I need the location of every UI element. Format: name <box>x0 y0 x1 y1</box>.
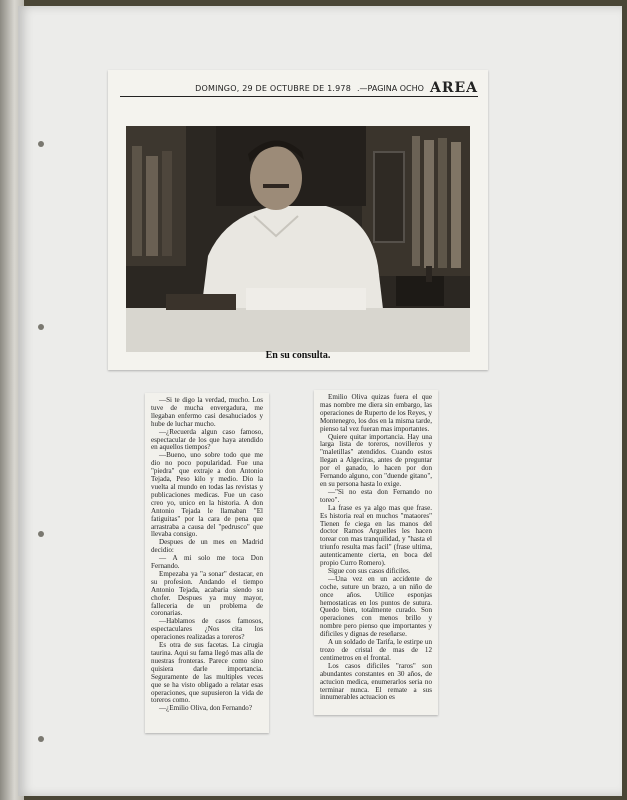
column-paragraph: A un soldado de Tarifa, le estirpe un trozo de cristal de mas de 12 centimetros en el frontal. <box>320 638 432 662</box>
column-paragraph: Sigue con sus casos dificiles. <box>328 566 411 575</box>
column-paragraph: —¿Emilio Oliva, don Fernando? <box>159 704 252 713</box>
column-paragraph: —Si te digo la verdad, mucho. Los tuve de mucha envergadura, me llegaban enfermo casi desahuciados y hube de luchar mucho. <box>151 396 263 428</box>
photo-caption: En su consulta. <box>265 350 331 361</box>
binding-stitch <box>38 531 44 537</box>
binding-stitch <box>38 141 44 147</box>
header-date: DOMINGO, 29 DE OCTUBRE DE 1.978 <box>195 84 352 93</box>
article-column-left <box>145 393 269 733</box>
column-paragraph: Los casos dificiles "raros" son abundantes constantes en 30 años, de actucion medica, enumerarlos seria no terminar nunca. El remate a sus innumerables actuacion es <box>320 661 432 702</box>
header-page: .—PAGINA OCHO <box>357 84 424 93</box>
column-paragraph: —Hablamos de casos famosos, espectaculares ¿Nos cita los operaciones realizadas a toreros? <box>151 617 263 642</box>
newspaper-logo: AREA <box>429 80 478 96</box>
column-paragraph: Emilio Oliva quizas fuera el que mas nombre me diera sin embargo, las operaciones de Ruperto de los Reyes, y Montenegro, los dos en la misma tarde, pienso tal vez fueran mas importantes. <box>320 393 432 433</box>
column-paragraph: La frase es ya algo mas que frase. Es historia real en muchos "mataores" Tienen fe ciega en las manos del doctor Ramos Arguelles les hacen torear con mas tranquilidad, y "hasta el triunfo resulta mas facil" (frase ultima, autenticamente cierta, en boca del propio Curro Romero). <box>320 503 432 568</box>
column-paragraph: —"Si no esta don Fernando no toreo". <box>320 487 432 504</box>
newspaper-clipping-photo <box>108 70 488 370</box>
column-paragraph: —Bueno, uno sobre todo que me dio no poco popularidad. Fue una "piedra" que extraje a don Antonio Tejada, Peso kilo y medio. Dio la vuelta al mundo en todas las revistas y publicaciones medicas. Fue un caso creo yo, unico en la historia. A don Antonio Tejada le llamaban "El fatiguitas" por la cara de pena que arrastraba a causa del "pedrusco" que llevaba consigo. <box>151 451 263 539</box>
column-paragraph: Quiere quitar importancia. Hay una larga lista de toreros, novilleros y "maletillas" atendidos. Cuando estos llegan a Algeciras, antes de preguntar por el ganado, lo hacen por don Fernando alguno, con "duende gitano", en su persona hasta lo exige. <box>320 432 432 488</box>
column-paragraph: —¿Recuerda algun caso famoso, espectacular de los que haya atendido en aquellos tiempos? <box>151 427 263 452</box>
column-paragraph: — A mi solo me toca Don Fernando. <box>151 554 263 571</box>
column-paragraph: Despues de un mes en Madrid decidio: <box>151 538 263 555</box>
doctor-at-desk-image <box>126 126 470 352</box>
newspaper-header <box>120 76 478 97</box>
binding-stitch <box>38 736 44 742</box>
column-paragraph: Empezaba ya "a sonar" destacar, en su profesion. Andando el tiempo Antonio Tejada, acabaria siendo su chofer. Despues ya muy mayor, falleceria de un problema de coronarias. <box>151 569 263 618</box>
portrait-photo <box>126 126 470 352</box>
column-paragraph: Es otra de sus facetas. La cirugia taurina. Aqui su fama llegó mas alla de nuestras fronteras. Parece como sino quisiera darle importancia. Seguramente de las multiples veces que se ha visto obligado a relatar esas operaciones, que supusieron la vida de toreros como. <box>151 641 263 705</box>
binding-stitch <box>38 324 44 330</box>
column-paragraph: —Una vez en un accidente de coche, suture un brazo, a un niño de once años. Utilice esponjas hemostaticas en los puntos de sutura. Quedo bien, totalmente curado. Son operaciones con menos brillo y nombre pero pienso que importantes y dificiles y dignas de reseñarse. <box>320 574 432 639</box>
article-column-right <box>314 390 438 715</box>
